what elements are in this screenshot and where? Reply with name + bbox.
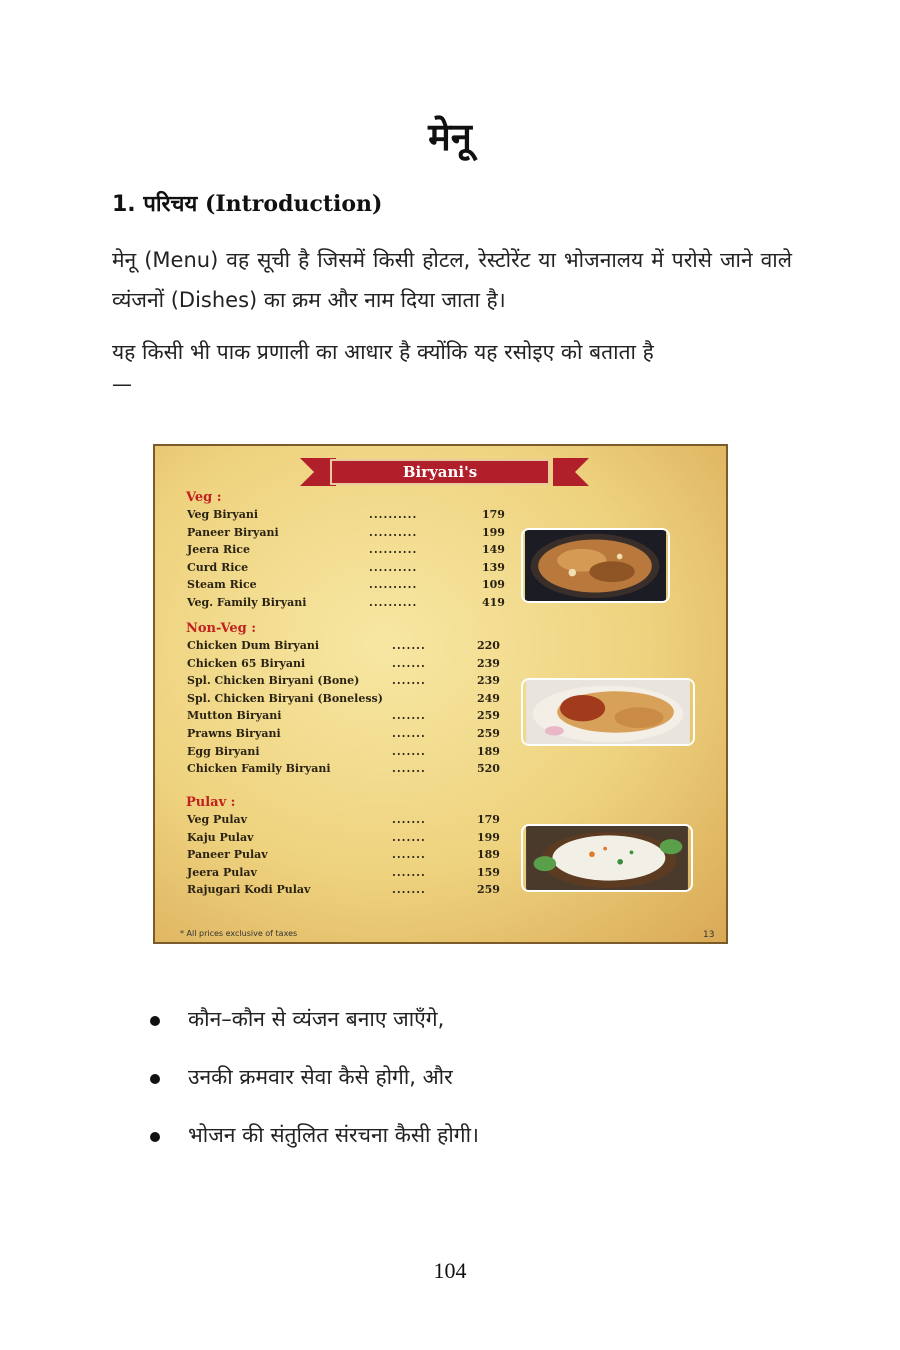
- menu-item-name: Veg. Family Biryani: [187, 596, 307, 609]
- menu-item-row: [187, 596, 505, 613]
- menu-item-dots: .......: [392, 762, 426, 776]
- menu-item-dots: .......: [392, 727, 426, 740]
- page-number: 104: [433, 1258, 467, 1283]
- menu-item-price: 239: [477, 656, 500, 670]
- menu-item-price: 189: [477, 848, 500, 862]
- menu-item-dots: ..........: [369, 560, 418, 574]
- menu-image: [153, 444, 728, 944]
- menu-item-name: Chicken 65 Biryani: [187, 656, 306, 670]
- menu-item-dots: .......: [392, 883, 426, 897]
- menu-item-row: [187, 848, 500, 865]
- menu-item-row: [187, 830, 500, 848]
- menu-item-name: Spl. Chicken Biryani (Boneless): [187, 691, 383, 705]
- menu-item-dots: .......: [392, 656, 426, 670]
- menu-item-row: [187, 762, 500, 779]
- menu-item-row: [187, 709, 500, 726]
- menu-item-price: 159: [477, 865, 500, 879]
- menu-item-dots: ..........: [369, 596, 418, 609]
- menu-item-price: 199: [477, 830, 500, 844]
- menu-item-name: Kaju Pulav: [187, 830, 254, 844]
- pulav-photo: [521, 824, 693, 892]
- menu-item-dots: .......: [392, 709, 426, 723]
- menu-item-price: 259: [477, 727, 500, 740]
- menu-item-dots: ..........: [369, 508, 418, 521]
- menu-item-dots: .......: [392, 848, 426, 862]
- chicken-biryani-photo: [521, 678, 695, 746]
- page-title: मेनू: [428, 115, 472, 159]
- menu-item-price: 259: [477, 709, 500, 723]
- menu-item-row: [187, 865, 500, 883]
- menu-item-price: 199: [482, 525, 505, 539]
- section-heading: [112, 188, 382, 218]
- menu-page-number: 13: [703, 930, 715, 940]
- ribbon-right: [553, 458, 589, 486]
- menu-item-row: [187, 508, 505, 525]
- menu-item-name: Prawns Biryani: [187, 727, 281, 740]
- menu-item-price: 259: [477, 883, 500, 897]
- bullet-dot: [150, 1074, 160, 1084]
- menu-item-name: Paneer Biryani: [187, 525, 279, 539]
- menu-item-name: Jeera Rice: [187, 543, 250, 557]
- menu-item-price: 220: [477, 639, 500, 652]
- menu-item-dots: ..........: [369, 525, 418, 539]
- menu-item-name: Mutton Biryani: [187, 709, 282, 723]
- menu-item-row: [187, 744, 500, 762]
- bullet-text: उनकी क्रमवार सेवा कैसे होगी, और: [188, 1065, 453, 1089]
- menu-item-price: 179: [477, 813, 500, 826]
- menu-item-row: [187, 543, 505, 560]
- menu-item-dots: .......: [392, 813, 426, 826]
- menu-section-veg: Veg :: [186, 490, 222, 505]
- menu-item-price: 139: [482, 560, 505, 574]
- menu-item-price: 419: [482, 596, 505, 609]
- menu-item-dots: .......: [392, 865, 426, 879]
- menu-section-nonveg: Non-Veg :: [186, 621, 257, 636]
- menu-item-name: Spl. Chicken Biryani (Bone): [187, 674, 360, 688]
- menu-item-name: Chicken Family Biryani: [187, 762, 331, 776]
- section-hindi: परिचय: [143, 192, 198, 217]
- menu-item-row: [187, 674, 500, 691]
- menu-item-name: Paneer Pulav: [187, 848, 268, 862]
- menu-item-dots: ..........: [369, 578, 418, 592]
- menu-item-row: [187, 727, 500, 744]
- menu-item-name: Steam Rice: [187, 578, 257, 592]
- menu-item-row: [187, 883, 500, 900]
- menu-item-name: Veg Biryani: [187, 508, 259, 521]
- menu-item-name: Egg Biryani: [187, 744, 260, 758]
- menu-item-row: [187, 813, 500, 830]
- menu-item-row: [187, 525, 505, 543]
- menu-item-row: [187, 656, 500, 674]
- menu-item-dots: ..........: [369, 543, 418, 557]
- menu-item-name: Veg Pulav: [187, 813, 248, 826]
- bullet-dot: [150, 1132, 160, 1142]
- menu-item-name: Rajugari Kodi Pulav: [187, 883, 311, 897]
- intro-paragraph: मेनू (Menu) वह सूची है जिसमें किसी होटल, रेस्टोरेंट या भोजनालय में परोसे जाने वाले व्यंजनों (Dishes) का क्रम और नाम दिया जाता है।: [112, 248, 792, 312]
- menu-item-dots: .......: [392, 744, 426, 758]
- menu-item-price: 179: [482, 508, 505, 521]
- menu-item-name: Jeera Pulav: [187, 865, 257, 879]
- menu-item-price: 109: [482, 578, 505, 592]
- menu-item-name: Curd Rice: [187, 560, 249, 574]
- menu-section-pulav: Pulav :: [186, 795, 236, 810]
- bullet-text: भोजन की संतुलित संरचना कैसी होगी।: [188, 1123, 479, 1147]
- menu-item-name: Chicken Dum Biryani: [187, 639, 320, 652]
- menu-item-dots: .......: [392, 674, 426, 688]
- purpose-paragraph: यह किसी भी पाक प्रणाली का आधार है क्योंकि यह रसोइए को बताता है: [112, 340, 654, 364]
- menu-item-dots: .......: [392, 639, 426, 652]
- menu-item-price: 520: [477, 762, 500, 776]
- bullet-text: कौन–कौन से व्यंजन बनाए जाएँगे,: [188, 1007, 445, 1031]
- menu-item-price: 249: [477, 691, 500, 705]
- menu-item-price: 149: [482, 543, 505, 557]
- menu-item-row: [187, 578, 505, 595]
- menu-item-price: 239: [477, 674, 500, 688]
- menu-footnote: * All prices exclusive of taxes: [180, 929, 298, 938]
- section-english: (Introduction): [204, 191, 383, 217]
- veg-biryani-photo: [521, 528, 670, 603]
- bullet-dot: [150, 1016, 160, 1026]
- menu-item-row: [187, 691, 500, 709]
- menu-banner: Biryani's: [330, 459, 550, 485]
- menu-item-row: [187, 560, 505, 578]
- dash: —: [112, 372, 132, 396]
- menu-item-row: [187, 639, 500, 656]
- menu-item-dots: .......: [392, 830, 426, 844]
- section-number: 1.: [112, 192, 136, 217]
- menu-item-price: 189: [477, 744, 500, 758]
